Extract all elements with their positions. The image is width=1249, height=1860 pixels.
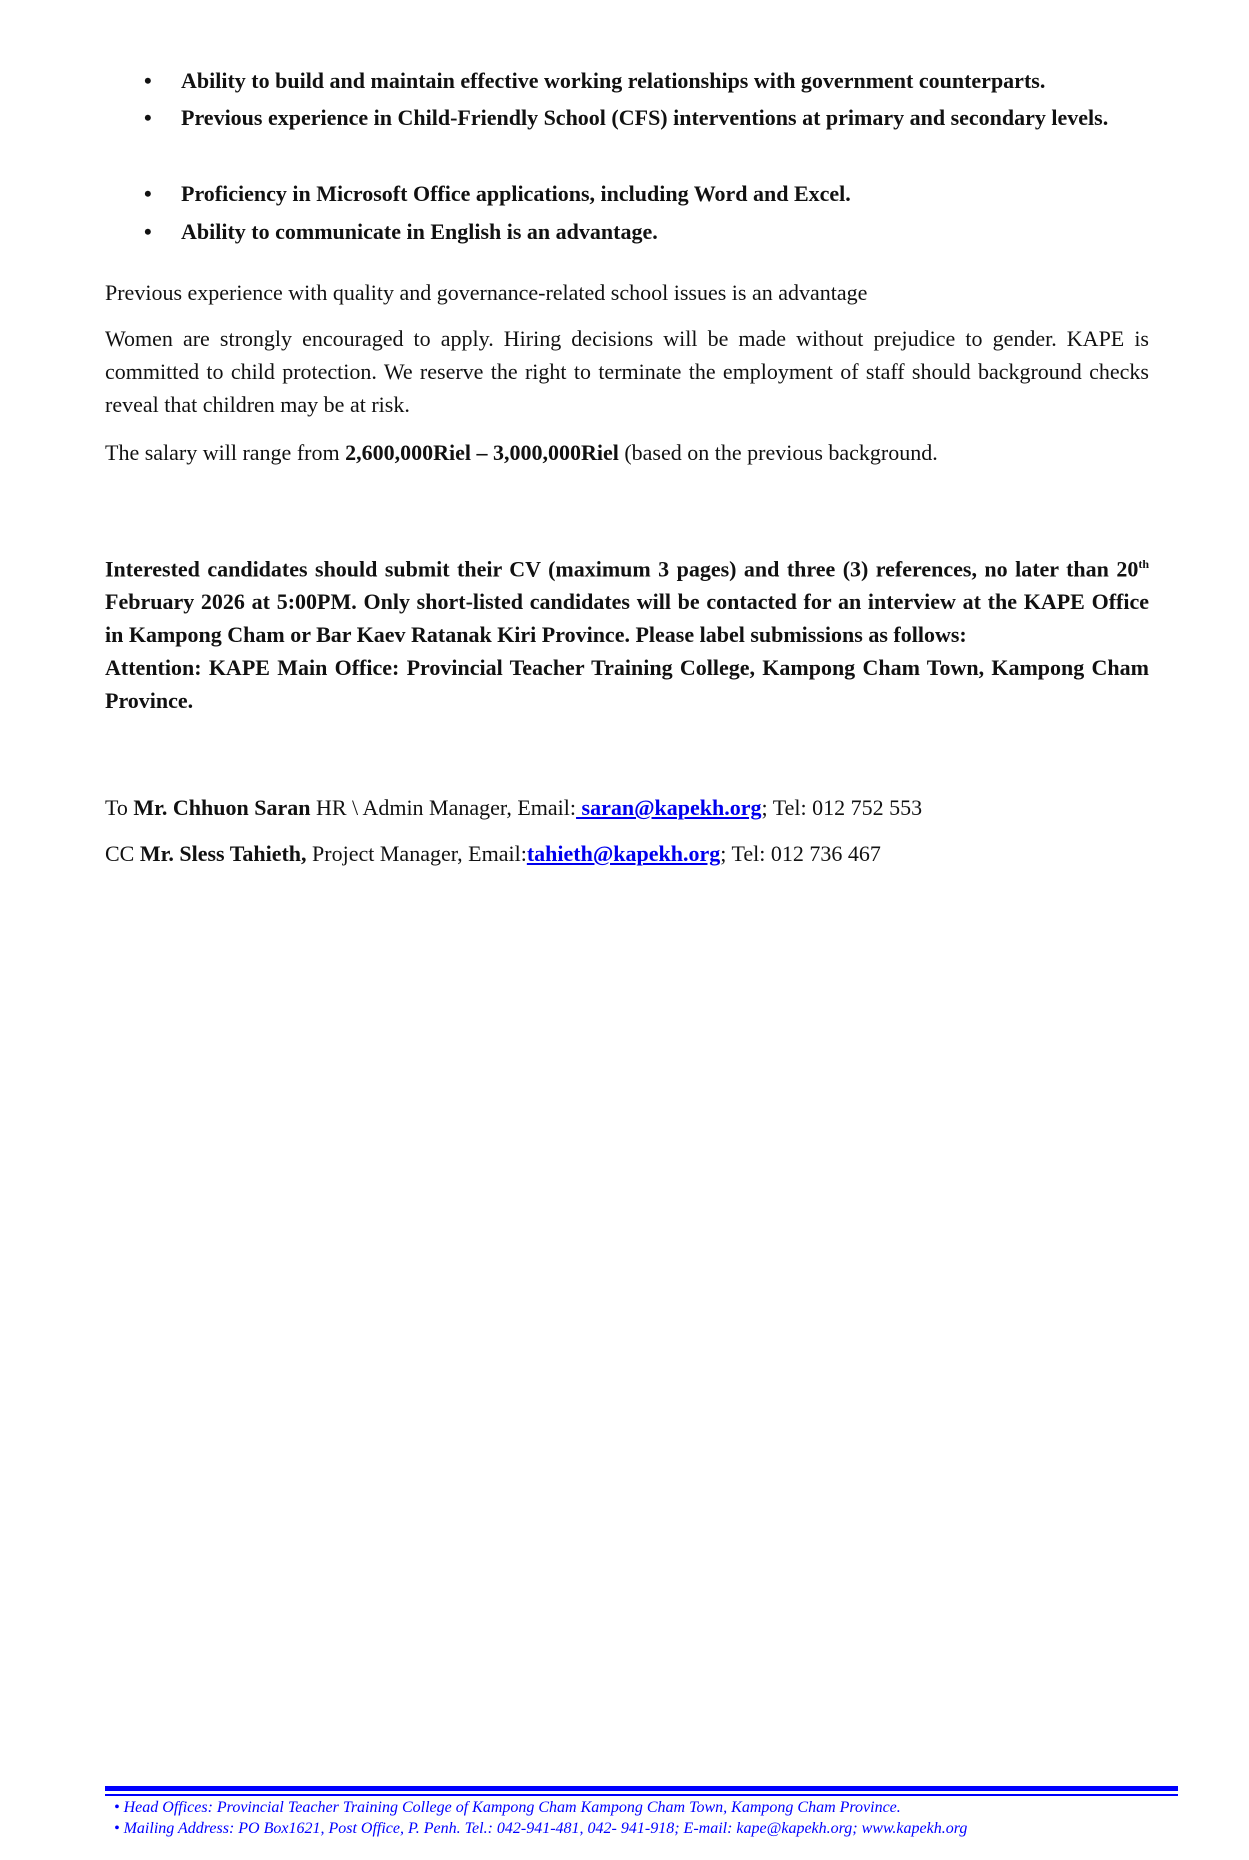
- paragraph-salary: [105, 436, 1149, 469]
- contact-role: Project Manager, Email:: [306, 841, 527, 866]
- prefix: To: [105, 795, 134, 820]
- superscript: th: [1138, 557, 1149, 571]
- footer-mailing-address: • Mailing Address: PO Box1621, Post Office, P. Penh. Tel.: 042-941-481, 042- 941-918; E-mail: kape@kapekh.org; www.kapekh.org: [114, 1820, 968, 1837]
- bullet-dot: •: [144, 219, 152, 244]
- email-link[interactable]: saran@kapekh.org: [576, 795, 762, 820]
- bullet-text: Ability to communicate in English is an advantage.: [181, 219, 658, 244]
- bullet-item: [144, 99, 1151, 136]
- bullet-item: [144, 213, 1151, 250]
- bullet-text: Proficiency in Microsoft Office applications, including Word and Excel.: [181, 181, 851, 206]
- bullet-dot: •: [144, 181, 152, 206]
- footer-rule: [105, 1786, 1178, 1791]
- paragraph-previous-experience: Previous experience with quality and governance-related school issues is an advantage: [105, 280, 868, 305]
- email-link[interactable]: tahieth@kapekh.org: [526, 841, 721, 866]
- prefix: CC: [105, 841, 140, 866]
- contact-tel: ; Tel: 012 752 553: [761, 795, 923, 820]
- submission-text: Interested candidates should submit their CV (maximum 3 pages) and three (3) references, no later than 20: [105, 556, 1139, 582]
- salary-range: 2,600,000Riel – 3,000,000Riel: [345, 440, 619, 465]
- attention-line: Attention: KAPE Main Office: Provincial Teacher Training College, Kampong Cham Town, Kampong Cham Province.: [105, 655, 1149, 714]
- bullet-text: Ability to build and maintain effective working relationships with government counterparts.: [181, 68, 1046, 93]
- contact-tel: ; Tel: 012 736 467: [720, 841, 881, 866]
- bullet-item: [144, 62, 1151, 99]
- footer-rule-thin: [105, 1794, 1178, 1796]
- contact-cc: [105, 837, 1149, 870]
- contact-name: Mr. Chhuon Saran: [133, 795, 311, 820]
- contact-role: HR \ Admin Manager, Email:: [310, 795, 577, 820]
- footer-head-offices: • Head Offices: Provincial Teacher Training College of Kampong Cham Kampong Cham Town, Kampong Cham Province.: [114, 1799, 901, 1816]
- contact-name: Mr. Sless Tahieth,: [139, 841, 307, 866]
- submission-text: February 2026 at 5:00PM. Only short-listed candidates will be contacted for an interview at the KAPE Office in Kampong Cham or Bar Kaev Ratanak Kiri Province. Please label submissions as follows:: [105, 589, 1149, 648]
- paragraph-women-encouraged: Women are strongly encouraged to apply. Hiring decisions will be made without prejudice to gender. KAPE is committed to child protection. We reserve the right to terminate the employment of staff should background checks reveal that children may be at risk.: [105, 326, 1149, 417]
- bullet-text: Previous experience in Child-Friendly School (CFS) interventions at primary and secondary levels.: [181, 105, 1109, 130]
- bullet-dot: •: [144, 68, 152, 93]
- bullet-dot: •: [144, 105, 152, 130]
- salary-prefix: The salary will range from: [105, 440, 346, 465]
- paragraph-submission: [105, 548, 1149, 717]
- contact-to: [105, 791, 1149, 824]
- salary-suffix: (based on the previous background.: [618, 440, 938, 465]
- bullet-item: [144, 175, 1151, 212]
